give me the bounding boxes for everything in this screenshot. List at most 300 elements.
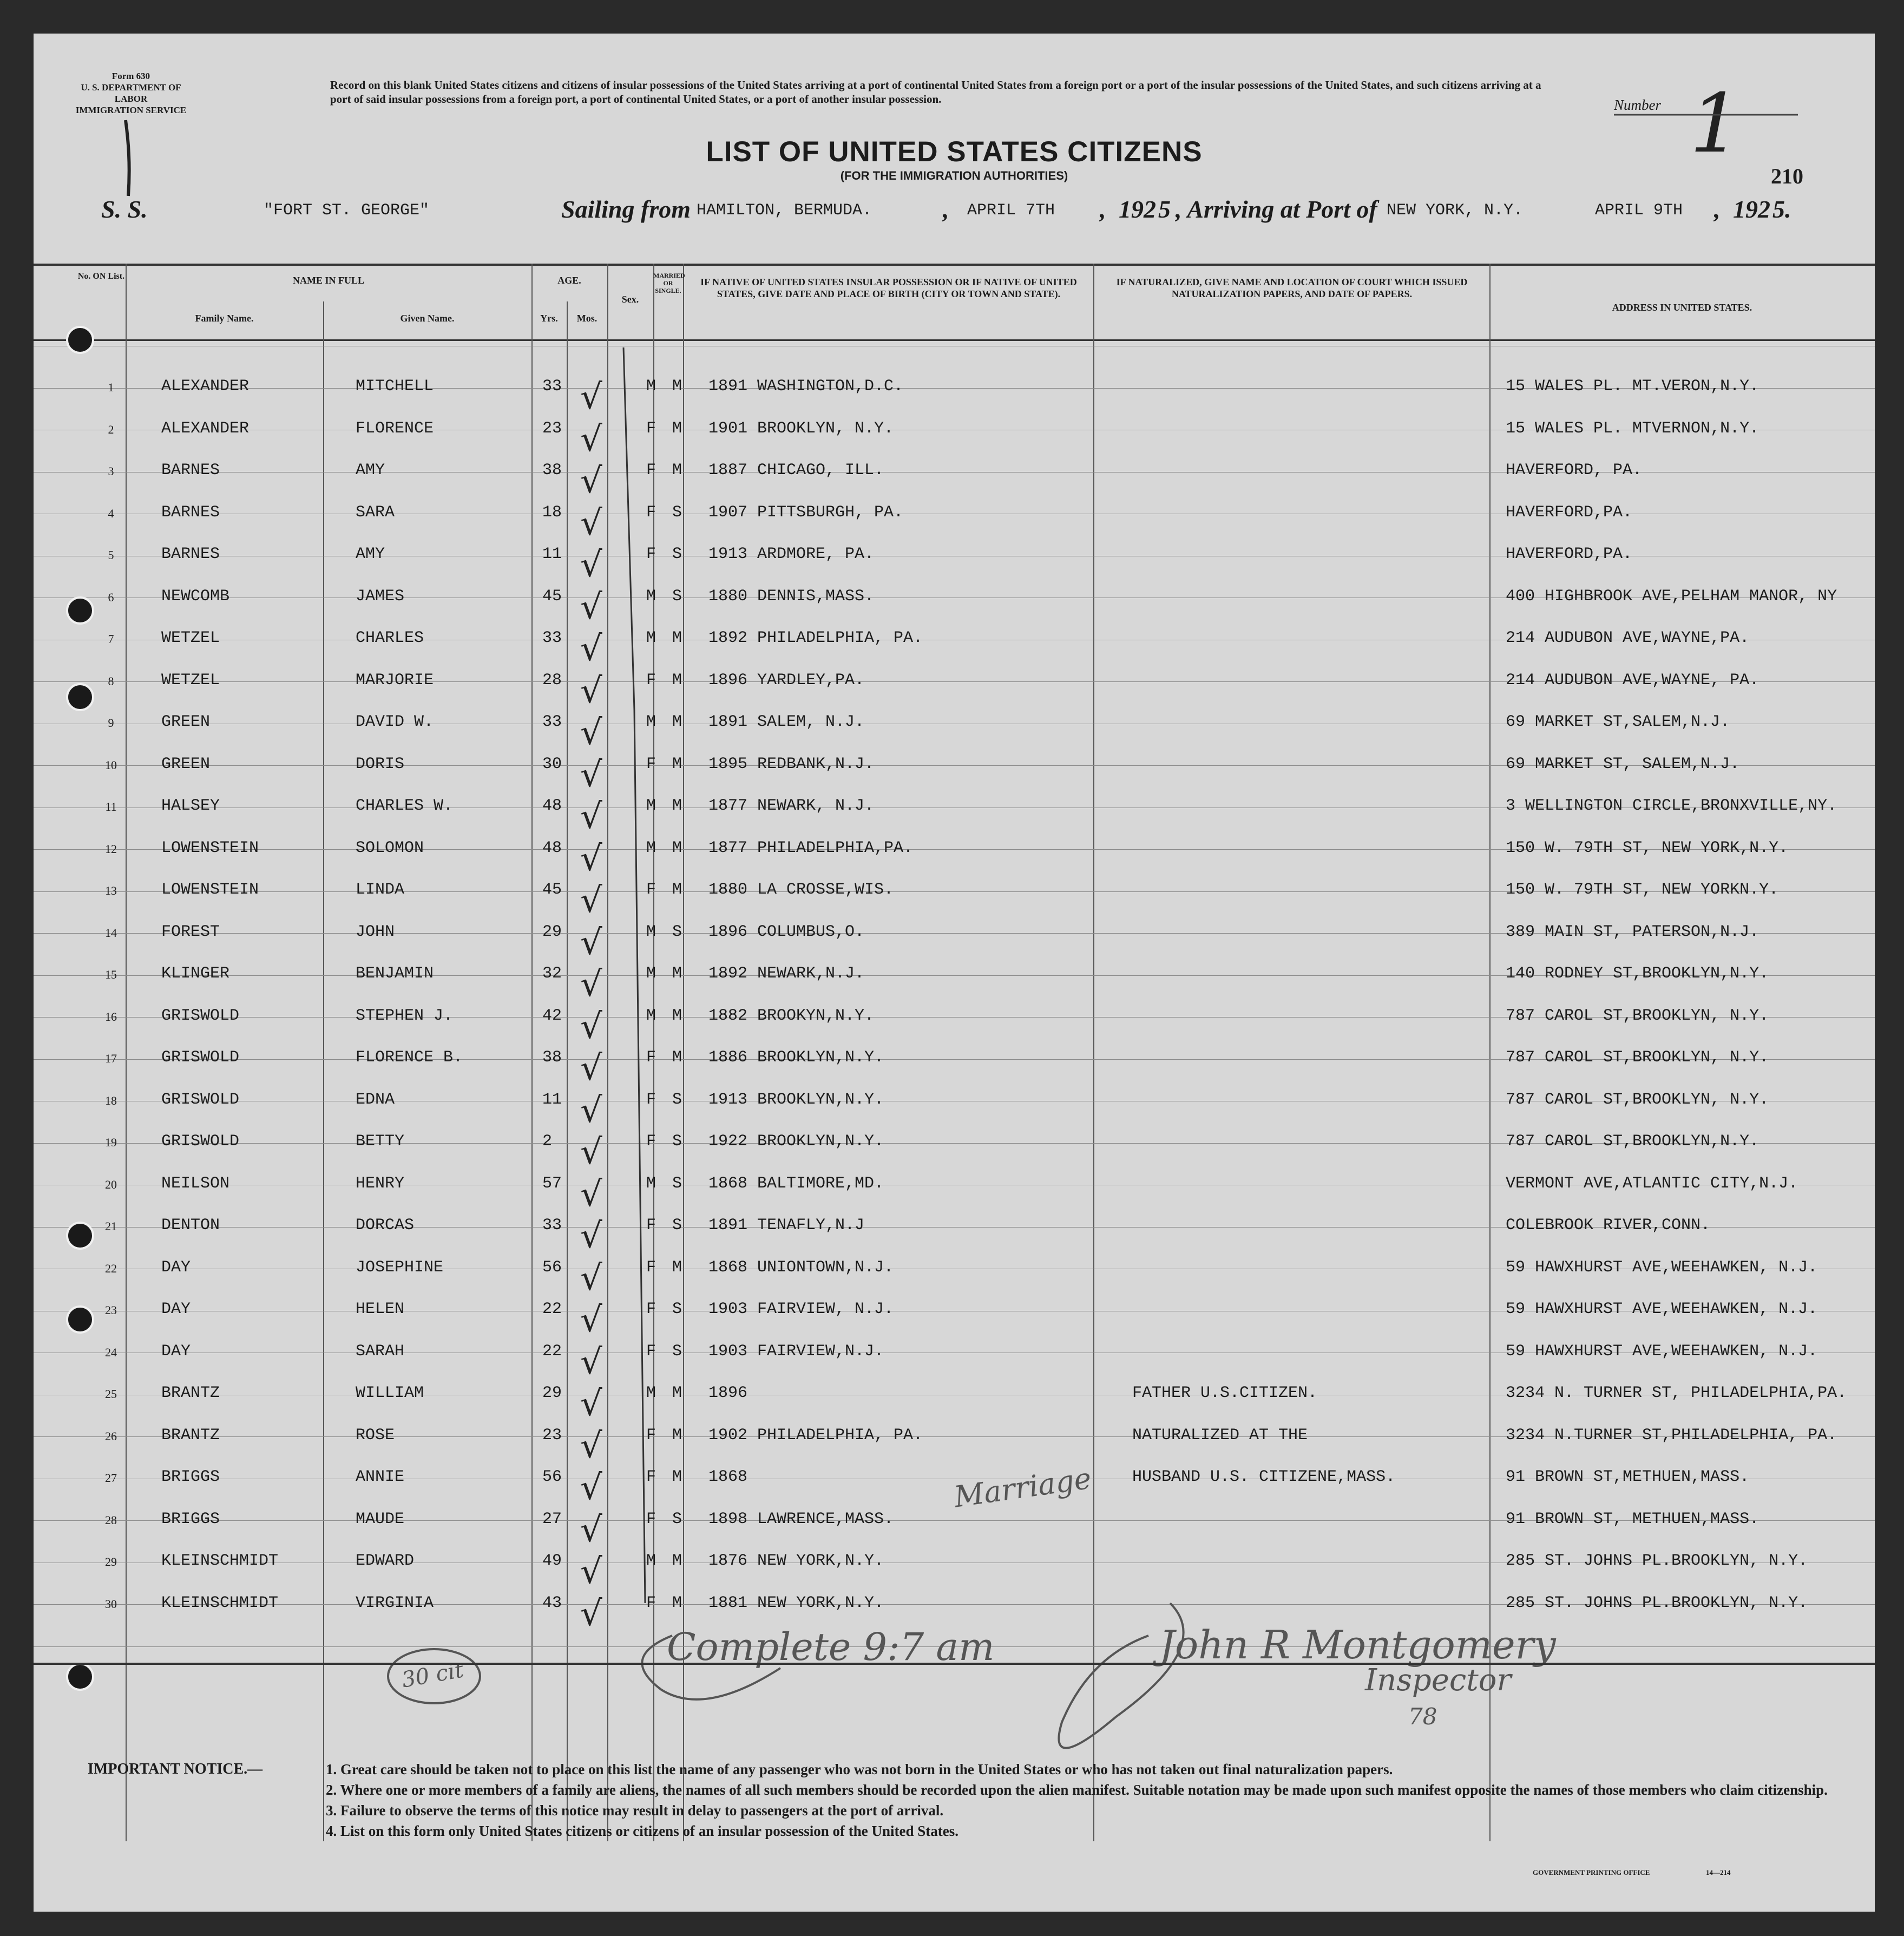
family-name: GRISWOLD xyxy=(161,1006,240,1025)
given-name: BETTY xyxy=(356,1132,405,1151)
check-mark-icon: √ xyxy=(580,1216,602,1256)
age-years: 30 xyxy=(542,754,562,773)
marital-status: M xyxy=(672,838,682,857)
given-name: DORCAS xyxy=(356,1216,415,1235)
birth-info: 1877 PHILADELPHIA,PA. xyxy=(708,838,914,857)
check-mark-icon: √ xyxy=(580,377,602,417)
sex: F xyxy=(646,1593,656,1612)
us-address: 59 HAWXHURST AVE,WEEHAWKEN, N.J. xyxy=(1506,1258,1818,1277)
birth-info: 1877 NEWARK, N.J. xyxy=(708,797,875,815)
row-number: 10 xyxy=(105,758,117,772)
arriving-label: , Arriving at Port of xyxy=(1176,195,1377,223)
sex: F xyxy=(646,1342,656,1361)
notice-item-1: 1. Great care should be taken not to place on this list the name of any passenger who was not born in the United States or who has not taken out final naturalization papers. xyxy=(326,1761,1393,1777)
age-years: 32 xyxy=(542,964,562,983)
notice-item-3: 3. Failure to observe the terms of this notice may result in delay to passengers at the port of arrival. xyxy=(326,1802,944,1819)
handwritten-count: 30 cit xyxy=(399,1657,466,1693)
given-name: EDNA xyxy=(356,1090,395,1109)
marital-status: S xyxy=(672,1510,682,1528)
marital-status: S xyxy=(672,922,682,941)
check-mark-icon: √ xyxy=(580,587,602,627)
marital-status: M xyxy=(672,797,682,815)
us-address: 69 MARKET ST, SALEM,N.J. xyxy=(1506,754,1740,773)
sex: F xyxy=(646,419,656,438)
age-years: 57 xyxy=(542,1174,562,1193)
birth-info: 1896 COLUMBUS,O. xyxy=(708,922,865,941)
marital-status: M xyxy=(672,419,682,438)
check-mark-icon: √ xyxy=(580,881,602,921)
voyage-line: S. S. "FORT ST. GEORGE" Sailing from HAMILTON, BERMUDA. , APRIL 7TH , 192 5 , Arriving at Port of NEW YORK, N.Y. APRIL 9TH , 192 5. xyxy=(101,195,1791,223)
check-mark-icon: √ xyxy=(580,461,602,501)
family-name: GREEN xyxy=(161,754,211,773)
sex: F xyxy=(646,1510,656,1528)
check-mark-icon: √ xyxy=(580,503,602,543)
sex: F xyxy=(646,503,656,522)
birth-info: 1868 BALTIMORE,MD. xyxy=(708,1174,884,1193)
us-address: 91 BROWN ST, METHUEN,MASS. xyxy=(1506,1510,1759,1528)
us-address: HAVERFORD, PA. xyxy=(1506,461,1643,480)
arriving-port: NEW YORK, N.Y. xyxy=(1387,201,1524,220)
notice-item-4: 4. List on this form only United States citizens or citizens of an insular possession of the United States. xyxy=(326,1823,959,1839)
row-number: 5 xyxy=(108,548,114,562)
row-number: 16 xyxy=(105,1009,117,1023)
sex: F xyxy=(646,1258,656,1277)
family-name: BRIGGS xyxy=(161,1468,220,1486)
given-name: AMY xyxy=(356,545,385,563)
birth-info: 1887 CHICAGO, ILL. xyxy=(708,461,884,480)
naturalization-info: FATHER U.S.CITIZEN. xyxy=(1132,1384,1318,1402)
age-years: 38 xyxy=(542,1048,562,1067)
row-number: 9 xyxy=(108,716,114,730)
birth-info: 1913 BROOKLYN,N.Y. xyxy=(708,1090,884,1109)
department: U. S. DEPARTMENT OF LABOR xyxy=(81,82,181,104)
handwritten-inspector-title: Inspector xyxy=(1365,1663,1512,1698)
sex: F xyxy=(646,545,656,563)
naturalization-info: NATURALIZED AT THE xyxy=(1132,1426,1308,1445)
handwritten-complete: Complete 9:7 am xyxy=(667,1625,995,1669)
sex: F xyxy=(646,1426,656,1445)
us-address: 91 BROWN ST,METHUEN,MASS. xyxy=(1506,1468,1750,1486)
sex: F xyxy=(646,1132,656,1151)
sex: M xyxy=(646,797,656,815)
birth-info: 1896 YARDLEY,PA. xyxy=(708,671,865,690)
row-number: 17 xyxy=(105,1052,117,1065)
marital-status: M xyxy=(672,881,682,899)
birth-info: 1903 FAIRVIEW, N.J. xyxy=(708,1300,894,1318)
printer-imprint: GOVERNMENT PRINTING OFFICE xyxy=(1533,1868,1650,1876)
manifest-sheet xyxy=(34,34,1875,1912)
us-address: 787 CAROL ST,BROOKLYN, N.Y. xyxy=(1506,1090,1769,1109)
sex: M xyxy=(646,1552,656,1570)
birth-info: 1891 SALEM, N.J. xyxy=(708,713,865,731)
us-address: 150 W. 79TH ST, NEW YORKN.Y. xyxy=(1506,881,1779,899)
family-name: FOREST xyxy=(161,922,220,941)
hdr-birth: IF NATIVE OF UNITED STATES INSULAR POSSESSION OR IF NATIVE OF UNITED STATES, GIVE DATE AND PLACE OF BIRTH (CITY OR TOWN AND STATE). xyxy=(700,277,1077,299)
age-years: 48 xyxy=(542,838,562,857)
row-number: 24 xyxy=(105,1345,117,1359)
given-name: ANNIE xyxy=(356,1468,405,1486)
notice-item-2: 2. Where one or more members of a family are aliens, the names of all such members should be recorded upon the alien manifest. Suitable notation may be made upon such manifest opposite the names of those members who claim citizenship. xyxy=(326,1782,1828,1798)
us-address: 3 WELLINGTON CIRCLE,BRONXVILLE,NY. xyxy=(1506,797,1837,815)
us-address: 389 MAIN ST, PATERSON,N.J. xyxy=(1506,922,1759,941)
hdr-age: AGE. xyxy=(557,275,581,286)
given-name: HELEN xyxy=(356,1300,405,1318)
check-mark-icon: √ xyxy=(580,545,602,585)
sex: F xyxy=(646,1090,656,1109)
given-name: CHARLES xyxy=(356,629,424,647)
birth-info: 1898 LAWRENCE,MASS. xyxy=(708,1510,894,1528)
row-number: 4 xyxy=(108,506,114,520)
check-mark-icon: √ xyxy=(580,797,602,837)
naturalization-info: HUSBAND U.S. CITIZENE,MASS. xyxy=(1132,1468,1396,1486)
sex: F xyxy=(646,1216,656,1235)
age-years: 49 xyxy=(542,1552,562,1570)
row-number: 3 xyxy=(108,464,114,478)
given-name: MAUDE xyxy=(356,1510,405,1528)
check-mark-icon: √ xyxy=(580,1593,602,1634)
sex: M xyxy=(646,1174,656,1193)
birth-info: 1868 xyxy=(708,1468,748,1486)
check-mark-icon: √ xyxy=(580,419,602,460)
sex: M xyxy=(646,713,656,731)
row-number: 7 xyxy=(108,632,114,646)
age-years: 11 xyxy=(542,545,562,563)
family-name: GRISWOLD xyxy=(161,1090,240,1109)
sex: M xyxy=(646,587,656,606)
marital-status: M xyxy=(672,713,682,731)
age-years: 23 xyxy=(542,1426,562,1445)
birth-info: 1896 xyxy=(708,1384,748,1402)
family-name: NEWCOMB xyxy=(161,587,230,606)
birth-info: 1882 BROOKYN,N.Y. xyxy=(708,1006,875,1025)
sex: M xyxy=(646,922,656,941)
hdr-mos: Mos. xyxy=(576,313,598,324)
service: IMMIGRATION SERVICE xyxy=(75,105,187,115)
given-name: DORIS xyxy=(356,754,405,773)
check-mark-icon: √ xyxy=(580,1384,602,1424)
given-name: STEPHEN J. xyxy=(356,1006,454,1025)
check-mark-icon: √ xyxy=(580,922,602,963)
row-number: 19 xyxy=(105,1136,117,1149)
check-mark-icon: √ xyxy=(580,713,602,753)
age-years: 18 xyxy=(542,503,562,522)
ss-label: S. S. xyxy=(101,195,148,223)
age-years: 22 xyxy=(542,1342,562,1361)
marital-status: S xyxy=(672,1132,682,1151)
family-name: LOWENSTEIN xyxy=(161,881,259,899)
us-address: 285 ST. JOHNS PL.BROOKLYN, N.Y. xyxy=(1506,1593,1808,1612)
number-label: Number xyxy=(1614,97,1661,113)
row-number: 23 xyxy=(105,1303,117,1317)
family-name: DAY xyxy=(161,1342,191,1361)
marital-status: S xyxy=(672,587,682,606)
row-number: 28 xyxy=(105,1513,117,1527)
given-name: FLORENCE B. xyxy=(356,1048,463,1067)
us-address: 787 CAROL ST,BROOKLYN, N.Y. xyxy=(1506,1048,1769,1067)
row-number: 13 xyxy=(105,884,117,897)
us-address: 787 CAROL ST,BROOKLYN,N.Y. xyxy=(1506,1132,1759,1151)
us-address: 3234 N. TURNER ST, PHILADELPHIA,PA. xyxy=(1506,1384,1847,1402)
hdr-sex: Sex. xyxy=(621,294,639,305)
age-years: 42 xyxy=(542,1006,562,1025)
birth-info: 1891 WASHINGTON,D.C. xyxy=(708,377,904,396)
family-name: NEILSON xyxy=(161,1174,230,1193)
check-mark-icon: √ xyxy=(580,1510,602,1550)
marital-status: S xyxy=(672,1090,682,1109)
row-number: 25 xyxy=(105,1387,117,1401)
check-mark-icon: √ xyxy=(580,964,602,1005)
marital-status: M xyxy=(672,1384,682,1402)
marital-status: S xyxy=(672,1300,682,1318)
birth-info: 1876 NEW YORK,N.Y. xyxy=(708,1552,884,1570)
sex: M xyxy=(646,838,656,857)
birth-info: 1892 NEWARK,N.J. xyxy=(708,964,865,983)
sex: F xyxy=(646,1048,656,1067)
check-mark-icon: √ xyxy=(580,629,602,669)
us-address: 787 CAROL ST,BROOKLYN, N.Y. xyxy=(1506,1006,1769,1025)
printer-code: 14—214 xyxy=(1706,1868,1731,1876)
check-mark-icon: √ xyxy=(580,1090,602,1131)
sailing-year: 192 xyxy=(1119,195,1156,223)
birth-info: 1868 UNIONTOWN,N.J. xyxy=(708,1258,894,1277)
given-name: HENRY xyxy=(356,1174,405,1193)
marital-status: S xyxy=(672,1342,682,1361)
birth-info: 1901 BROOKLYN, N.Y. xyxy=(708,419,894,438)
marital-status: M xyxy=(672,754,682,773)
age-years: 22 xyxy=(542,1300,562,1318)
us-address: COLEBROOK RIVER,CONN. xyxy=(1506,1216,1711,1235)
birth-info: 1903 FAIRVIEW,N.J. xyxy=(708,1342,884,1361)
row-number: 20 xyxy=(105,1177,117,1191)
hdr-name-in-full: NAME IN FULL xyxy=(292,275,364,286)
check-mark-icon: √ xyxy=(580,1048,602,1088)
sex: M xyxy=(646,1006,656,1025)
family-name: DENTON xyxy=(161,1216,220,1235)
hdr-no-on-list: No. ON List. xyxy=(77,272,125,281)
notice-lead: IMPORTANT NOTICE.— xyxy=(88,1761,263,1777)
age-years: 45 xyxy=(542,587,562,606)
given-name: LINDA xyxy=(356,881,405,899)
sex: M xyxy=(646,377,656,396)
check-mark-icon: √ xyxy=(580,1552,602,1592)
birth-info: 1881 NEW YORK,N.Y. xyxy=(708,1593,884,1612)
sex: F xyxy=(646,1468,656,1486)
marital-status: S xyxy=(672,1216,682,1235)
marital-status: S xyxy=(672,545,682,563)
us-address: 150 W. 79TH ST, NEW YORK,N.Y. xyxy=(1506,838,1789,857)
hdr-naturalized: IF NATURALIZED, GIVE NAME AND LOCATION OF COURT WHICH ISSUED NATURALIZATION PAPERS, AND DATE OF PAPERS. xyxy=(1116,277,1468,299)
given-name: WILLIAM xyxy=(356,1384,424,1402)
given-name: ROSE xyxy=(356,1426,395,1445)
family-name: LOWENSTEIN xyxy=(161,838,259,857)
given-name: JOHN xyxy=(356,922,395,941)
age-years: 56 xyxy=(542,1468,562,1486)
hdr-family-name: Family Name. xyxy=(195,313,254,324)
given-name: JOSEPHINE xyxy=(356,1258,444,1277)
age-years: 43 xyxy=(542,1593,562,1612)
check-mark-icon: √ xyxy=(580,1174,602,1215)
row-number: 2 xyxy=(108,422,114,436)
age-years: 45 xyxy=(542,881,562,899)
arriving-year-digit: 5. xyxy=(1772,195,1791,223)
age-years: 38 xyxy=(542,461,562,480)
age-years: 23 xyxy=(542,419,562,438)
us-address: 214 AUDUBON AVE,WAYNE, PA. xyxy=(1506,671,1759,690)
family-name: BRANTZ xyxy=(161,1384,220,1402)
given-name: JAMES xyxy=(356,587,405,606)
family-name: GREEN xyxy=(161,713,211,731)
family-name: BARNES xyxy=(161,461,220,480)
given-name: MITCHELL xyxy=(356,377,434,396)
row-number: 8 xyxy=(108,674,114,688)
birth-info: 1886 BROOKLYN,N.Y. xyxy=(708,1048,884,1067)
sex: F xyxy=(646,461,656,480)
row-number: 27 xyxy=(105,1471,117,1485)
sex: M xyxy=(646,629,656,647)
marital-status: M xyxy=(672,461,682,480)
sailing-date: APRIL 7TH xyxy=(967,201,1055,220)
sex: M xyxy=(646,1384,656,1402)
family-name: WETZEL xyxy=(161,671,220,690)
marital-status: M xyxy=(672,1006,682,1025)
given-name: SARAH xyxy=(356,1342,405,1361)
age-years: 2 xyxy=(542,1132,553,1151)
marital-status: M xyxy=(672,1258,682,1277)
marital-status: M xyxy=(672,1468,682,1486)
birth-info: 1895 REDBANK,N.J. xyxy=(708,754,875,773)
age-years: 29 xyxy=(542,1384,562,1402)
family-name: KLEINSCHMIDT xyxy=(161,1552,279,1570)
marital-status: M xyxy=(672,1552,682,1570)
marital-status: M xyxy=(672,1426,682,1445)
handwritten-page-count: 78 xyxy=(1408,1703,1437,1730)
check-mark-icon: √ xyxy=(580,838,602,879)
family-name: BARNES xyxy=(161,503,220,522)
family-name: KLEINSCHMIDT xyxy=(161,1593,279,1612)
row-number: 22 xyxy=(105,1261,117,1275)
row-number: 26 xyxy=(105,1429,117,1443)
check-mark-icon: √ xyxy=(580,1468,602,1508)
given-name: SARA xyxy=(356,503,395,522)
family-name: HALSEY xyxy=(161,797,220,815)
us-address: 3234 N.TURNER ST,PHILADELPHIA, PA. xyxy=(1506,1426,1837,1445)
number-value-handwritten: 1 xyxy=(1690,77,1742,171)
handwritten-inspector-name: John R Montgomery xyxy=(1159,1622,1556,1668)
sex: F xyxy=(646,1300,656,1318)
arriving-date: APRIL 9TH xyxy=(1595,201,1683,220)
family-name: KLINGER xyxy=(161,964,230,983)
family-name: BARNES xyxy=(161,545,220,563)
sheet-number: 210 xyxy=(1771,164,1803,188)
us-address: 285 ST. JOHNS PL.BROOKLYN, N.Y. xyxy=(1506,1552,1808,1570)
check-mark-icon: √ xyxy=(580,1342,602,1382)
check-mark-icon: √ xyxy=(580,671,602,711)
marital-status: M xyxy=(672,671,682,690)
marital-status: M xyxy=(672,629,682,647)
age-years: 29 xyxy=(542,922,562,941)
row-number: 15 xyxy=(105,968,117,981)
given-name: FLORENCE xyxy=(356,419,434,438)
family-name: ALEXANDER xyxy=(161,419,250,438)
birth-info: 1902 PHILADELPHIA, PA. xyxy=(708,1426,923,1445)
hdr-address: ADDRESS IN UNITED STATES. xyxy=(1612,302,1752,313)
given-name: BENJAMIN xyxy=(356,964,434,983)
us-address: 69 MARKET ST,SALEM,N.J. xyxy=(1506,713,1730,731)
birth-info: 1880 DENNIS,MASS. xyxy=(708,587,875,606)
family-name: BRIGGS xyxy=(161,1510,220,1528)
ship-name: "FORT ST. GEORGE" xyxy=(264,201,430,220)
us-address: HAVERFORD,PA. xyxy=(1506,545,1633,563)
given-name: AMY xyxy=(356,461,385,480)
given-name: MARJORIE xyxy=(356,671,434,690)
sex: F xyxy=(646,671,656,690)
family-name: WETZEL xyxy=(161,629,220,647)
row-number: 6 xyxy=(108,590,114,604)
row-number: 14 xyxy=(105,926,117,940)
hdr-yrs: Yrs. xyxy=(540,313,558,324)
birth-info: 1907 PITTSBURGH, PA. xyxy=(708,503,904,522)
form-instructions: Record on this blank United States citizens and citizens of insular possessions of the United States arriving at a port of continental United States from a foreign port or a port of the insular possessions of the United States, and such citizens arriving at a port of said insular possessions from a foreign port, a port of continental United States, or a port of another insular possession. xyxy=(330,78,1541,106)
row-number: 29 xyxy=(105,1555,117,1569)
age-years: 33 xyxy=(542,377,562,396)
age-years: 28 xyxy=(542,671,562,690)
table-bottom-rule xyxy=(34,1663,1875,1665)
birth-info: 1913 ARDMORE, PA. xyxy=(708,545,875,563)
marital-status: M xyxy=(672,964,682,983)
family-name: DAY xyxy=(161,1300,191,1318)
arriving-year: 192 xyxy=(1733,195,1770,223)
family-name: GRISWOLD xyxy=(161,1132,240,1151)
us-address: 140 RODNEY ST,BROOKLYN,N.Y. xyxy=(1506,964,1769,983)
check-column-stroke xyxy=(623,347,645,1603)
check-mark-icon: √ xyxy=(580,754,602,795)
age-years: 27 xyxy=(542,1510,562,1528)
birth-info: 1892 PHILADELPHIA, PA. xyxy=(708,629,923,647)
age-years: 48 xyxy=(542,797,562,815)
us-address: 59 HAWXHURST AVE,WEEHAWKEN, N.J. xyxy=(1506,1300,1818,1318)
sex: F xyxy=(646,881,656,899)
given-name: SOLOMON xyxy=(356,838,424,857)
row-number: 30 xyxy=(105,1597,117,1611)
marital-status: M xyxy=(672,377,682,396)
given-name: CHARLES W. xyxy=(356,797,454,815)
given-name: DAVID W. xyxy=(356,713,434,731)
family-name: BRANTZ xyxy=(161,1426,220,1445)
us-address: 15 WALES PL. MTVERNON,N.Y. xyxy=(1506,419,1759,438)
family-name: GRISWOLD xyxy=(161,1048,240,1067)
family-name: DAY xyxy=(161,1258,191,1277)
check-mark-icon: √ xyxy=(580,1258,602,1298)
birth-info: 1891 TENAFLY,N.J xyxy=(708,1216,865,1235)
age-years: 33 xyxy=(542,713,562,731)
form-number: Form 630 xyxy=(111,71,150,81)
sailing-from: HAMILTON, BERMUDA. xyxy=(697,201,872,220)
sailing-label: Sailing from xyxy=(561,195,691,223)
check-mark-icon: √ xyxy=(580,1426,602,1466)
us-address: 15 WALES PL. MT.VERON,N.Y. xyxy=(1506,377,1759,396)
age-years: 56 xyxy=(542,1258,562,1277)
age-years: 33 xyxy=(542,1216,562,1235)
us-address: 59 HAWXHURST AVE,WEEHAWKEN, N.J. xyxy=(1506,1342,1818,1361)
sex: M xyxy=(646,964,656,983)
birth-info: 1880 LA CROSSE,WIS. xyxy=(708,881,894,899)
marital-status: S xyxy=(672,1174,682,1193)
row-number: 21 xyxy=(105,1219,117,1233)
us-address: HAVERFORD,PA. xyxy=(1506,503,1633,522)
marital-status: M xyxy=(672,1593,682,1612)
row-number: 18 xyxy=(105,1093,117,1107)
hdr-given-name: Given Name. xyxy=(400,313,455,324)
